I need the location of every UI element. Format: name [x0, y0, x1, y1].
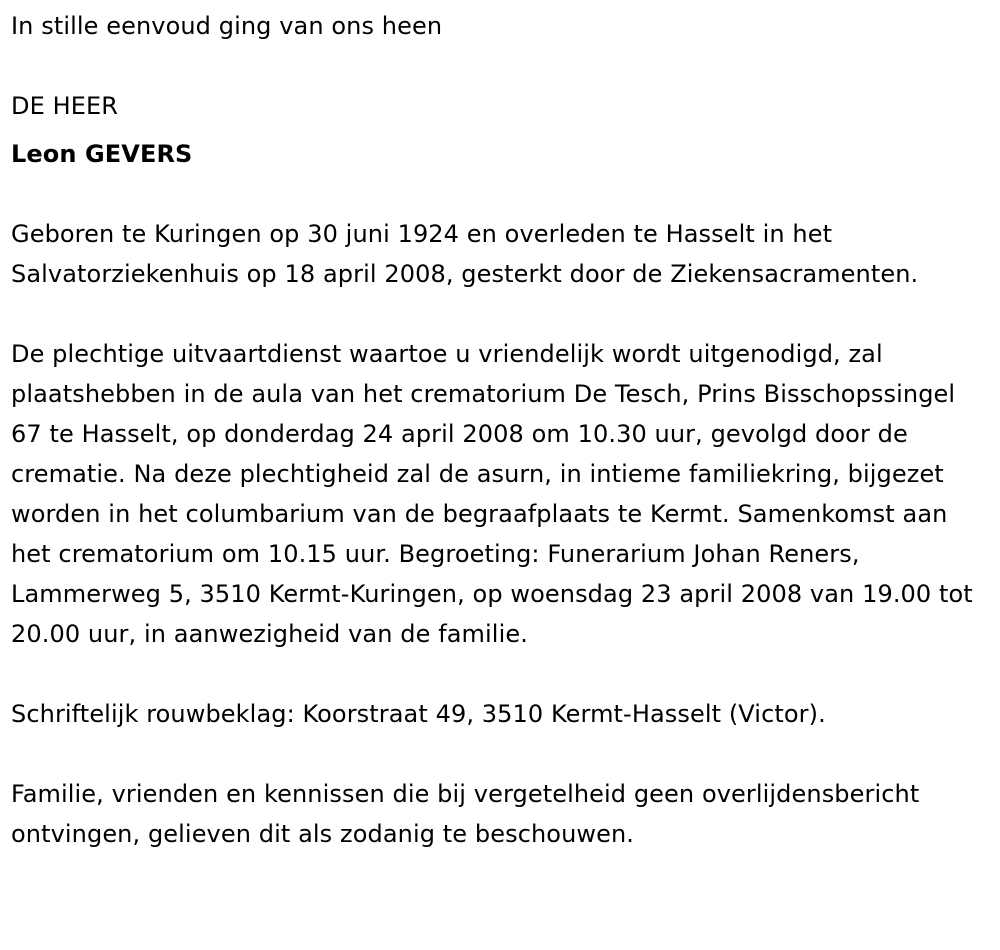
spacer	[11, 294, 986, 334]
spacer	[11, 734, 986, 774]
funeral-service-paragraph: De plechtige uitvaartdienst waartoe u vriendelijk wordt uitgenodigd, zal plaatshebben in de aula van het crematorium De Tesch, Prins Bisschopssingel 67 te Hasselt, op donderdag 24 april 2008 om 10.30 uur, gevolgd door de crematie. Na deze plechtigheid zal de asurn, in intieme familiekring, bijgezet worden in het columbarium van de begraafplaats te Kermt. Samenkomst aan het crematorium om 10.15 uur. Begroeting: Funerarium Johan Reners, Lammerweg 5, 3510 Kermt-Kuringen, op woensdag 23 april 2008 van 19.00 tot 20.00 uur, in aanwezigheid van de familie.	[11, 340, 973, 648]
deceased-name: Leon GEVERS	[11, 140, 193, 168]
condolences-paragraph: Schriftelijk rouwbeklag: Koorstraat 49, 3510 Kermt-Hasselt (Victor).	[11, 700, 826, 728]
closing-paragraph: Familie, vrienden en kennissen die bij vergetelheid geen overlijdensbericht ontvingen, gelieven dit als zodanig te beschouwen.	[11, 780, 920, 848]
spacer	[11, 174, 986, 214]
spacer	[11, 654, 986, 694]
spacer	[11, 46, 986, 86]
obituary-notice	[11, 0, 986, 854]
honorific-title: DE HEER	[11, 92, 119, 120]
intro-line: In stille eenvoud ging van ons heen	[11, 12, 443, 40]
birth-death-paragraph: Geboren te Kuringen op 30 juni 1924 en overleden te Hasselt in het Salvatorziekenhuis op 18 april 2008, gesterkt door de Ziekensacramenten.	[11, 220, 919, 288]
